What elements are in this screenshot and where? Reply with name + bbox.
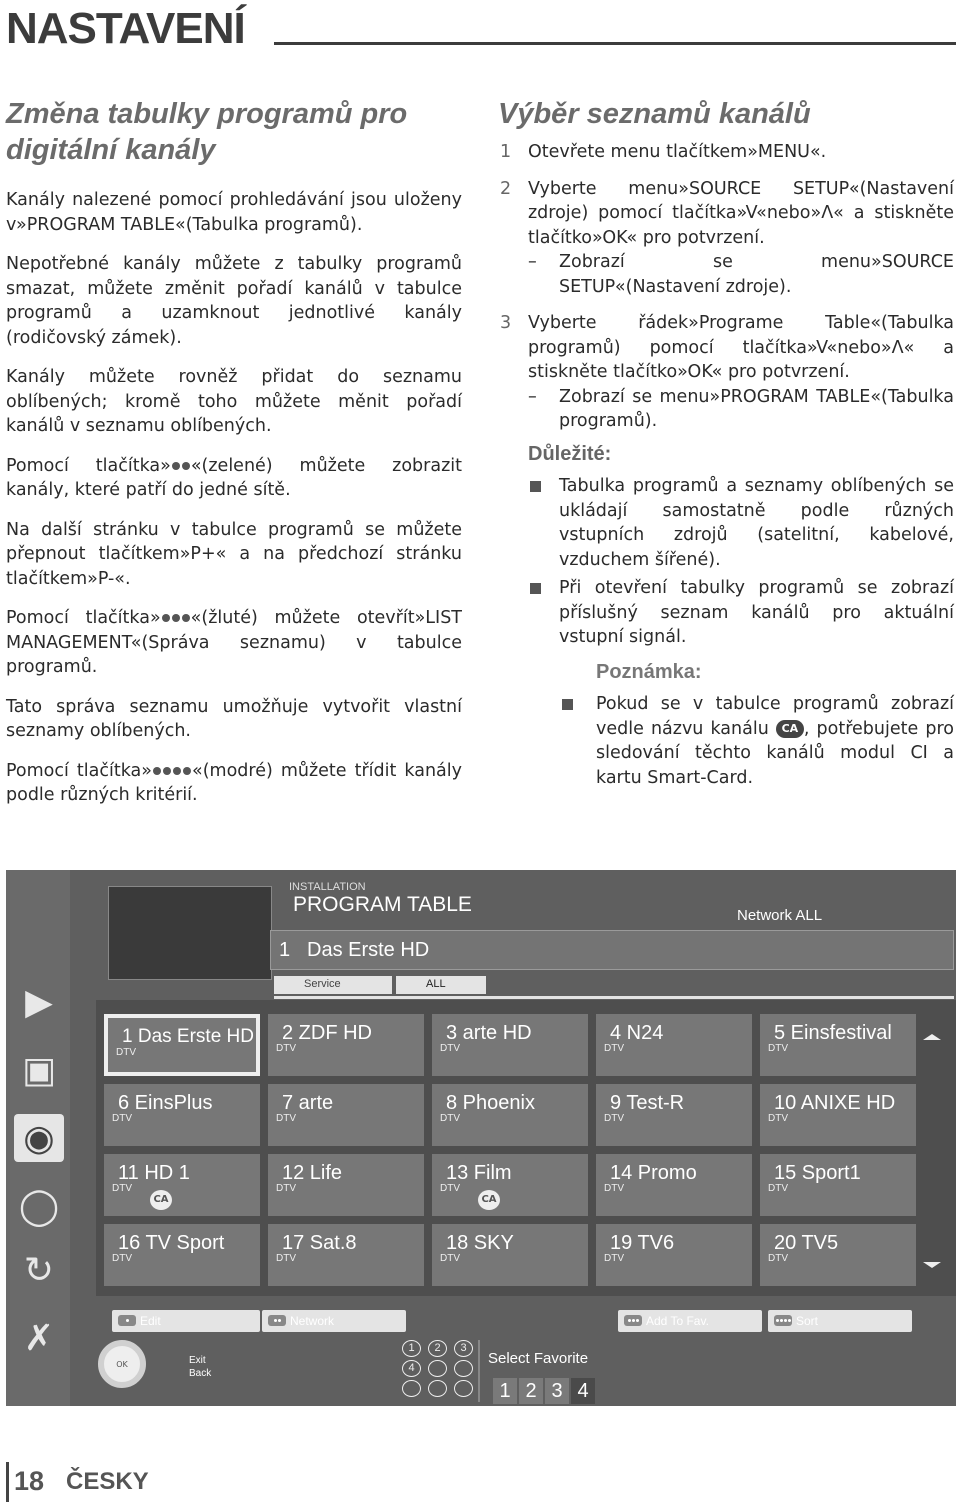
channel-cell[interactable] xyxy=(760,1224,916,1286)
fav-key-empty xyxy=(428,1380,447,1397)
channel-name: 13 Film xyxy=(446,1162,512,1184)
fav-key-empty xyxy=(402,1380,421,1397)
step-1 xyxy=(498,140,954,165)
channel-type: DTV xyxy=(768,1253,788,1264)
ca-icon: CA xyxy=(150,1190,172,1210)
fav-key-empty xyxy=(428,1360,447,1377)
channel-name: 9 Test-R xyxy=(610,1092,685,1114)
tv-screenshot xyxy=(6,870,956,1406)
tv-menu-subtitle: INSTALLATION xyxy=(289,881,366,893)
step-1-text: Otevřete menu tlačítkem»MENU«. xyxy=(528,142,827,162)
channel-cell[interactable] xyxy=(596,1014,752,1076)
current-channel-bar xyxy=(270,930,954,970)
important-bullet-2: Při otevření tabulky programů se zobrazí příslušný seznam kanálů pro aktuální vstupní signál. xyxy=(498,576,954,650)
fav-key-empty xyxy=(454,1380,473,1397)
channel-cell[interactable] xyxy=(432,1154,588,1216)
video-preview xyxy=(108,886,272,980)
edit-button[interactable]: Edit xyxy=(112,1310,260,1332)
channel-cell[interactable] xyxy=(760,1014,916,1076)
red-key-icon xyxy=(118,1315,136,1326)
channel-type: DTV xyxy=(276,1183,296,1194)
bullet-square-icon xyxy=(530,583,541,594)
channel-cell[interactable] xyxy=(596,1154,752,1216)
channel-type: DTV xyxy=(116,1047,136,1058)
left-column xyxy=(6,96,462,823)
channel-name: 17 Sat.8 xyxy=(282,1232,357,1254)
green-key-icon xyxy=(268,1315,286,1326)
channel-type: DTV xyxy=(768,1043,788,1054)
step-3-text: Vyberte řádek»Programe Table«(Tabulka programů) pomocí tlačítka»V«nebo»Λ« a stiskněte tlačítko»OK« pro potvrzení. xyxy=(528,313,954,382)
channel-cell[interactable] xyxy=(104,1154,260,1216)
channel-cell[interactable] xyxy=(104,1084,260,1146)
channel-cell[interactable] xyxy=(268,1014,424,1076)
channel-name: 18 SKY xyxy=(446,1232,514,1254)
channel-type: DTV xyxy=(604,1183,624,1194)
exit-back-hint: Exit Back xyxy=(189,1355,212,1379)
divider xyxy=(478,1340,480,1402)
channel-name: 16 TV Sport xyxy=(118,1232,225,1254)
fav-key-1[interactable]: 1 xyxy=(402,1340,421,1357)
channel-name: 3 arte HD xyxy=(446,1022,532,1044)
channel-type: DTV xyxy=(440,1113,460,1124)
channel-cell[interactable] xyxy=(104,1014,260,1076)
ear-icon[interactable]: ↻ xyxy=(23,1249,55,1291)
paragraph-1: Kanály nalezené pomocí prohledávání jsou uloženy v»PROGRAM TABLE«(Tabulka programů). xyxy=(6,190,462,235)
yellow-key-icon xyxy=(624,1315,642,1326)
step-3 xyxy=(498,311,954,385)
channel-type: DTV xyxy=(768,1113,788,1124)
channel-cell[interactable] xyxy=(268,1084,424,1146)
channel-cell[interactable] xyxy=(760,1154,916,1216)
channel-cell[interactable] xyxy=(760,1084,916,1146)
tab-underline xyxy=(274,996,954,999)
ca-icon: CA xyxy=(478,1190,500,1210)
channel-name: 7 arte xyxy=(282,1092,334,1114)
page-header xyxy=(6,4,956,54)
channel-name: 8 Phoenix xyxy=(446,1092,535,1114)
network-filter-label: Network ALL xyxy=(737,907,823,924)
source-icon[interactable]: ▣ xyxy=(21,1049,56,1091)
tv-menu-title: PROGRAM TABLE xyxy=(293,893,472,916)
channel-name: 15 Sport1 xyxy=(774,1162,861,1184)
channel-cell[interactable] xyxy=(596,1224,752,1286)
fav-list-tab-2[interactable]: 2 xyxy=(519,1378,543,1404)
channel-name: 14 Promo xyxy=(610,1162,697,1184)
fav-key-2[interactable]: 2 xyxy=(428,1340,447,1357)
channel-name: 11 HD 1 xyxy=(118,1162,190,1184)
channel-name: 10 ANIXE HD xyxy=(774,1092,896,1114)
step-2-result: – Zobrazí se menu»SOURCE SETUP«(Nastavení zdroje). xyxy=(528,252,954,297)
channel-type: DTV xyxy=(604,1113,624,1124)
channel-cell[interactable] xyxy=(268,1224,424,1286)
current-channel-number: 1 xyxy=(279,939,291,961)
channel-type: DTV xyxy=(276,1253,296,1264)
right-column xyxy=(498,96,954,790)
paragraph-3: Kanály můžete rovněž přidat do seznamu oblíbených; kromě toho můžete měnit pořadí kanálů v seznamu oblíbených. xyxy=(6,367,462,436)
paragraph-5: Na další stránku v tabulce programů se můžete přepnout tlačítkem»P+« a na předchozí stránku tlačítkem»P-«. xyxy=(6,519,462,589)
channel-cell[interactable] xyxy=(268,1154,424,1216)
channel-type: DTV xyxy=(276,1043,296,1054)
step-3-number: 3 xyxy=(500,313,512,333)
eye-icon[interactable]: ◯ xyxy=(18,1185,60,1227)
channel-cell[interactable] xyxy=(432,1224,588,1286)
channel-name: 2 ZDF HD xyxy=(282,1022,372,1044)
scroll-up-icon[interactable] xyxy=(923,1034,941,1040)
step-3-result: – Zobrazí se menu»PROGRAM TABLE«(Tabulka programů). xyxy=(528,386,954,431)
fav-list-tab-1[interactable]: 1 xyxy=(493,1378,517,1404)
channel-name: 4 N24 xyxy=(610,1022,664,1044)
paragraph-8: Pomocí tlačítka» «(modré) můžete třídit kanály podle různých kritérií. xyxy=(6,760,462,805)
paragraph-7: Tato správa seznamu umožňuje vytvořit vlastní seznamy oblíbených. xyxy=(6,696,462,741)
select-favorite-label: Select Favorite xyxy=(488,1350,589,1367)
blue-key-icon xyxy=(774,1315,792,1326)
channel-type: DTV xyxy=(768,1183,788,1194)
tv-sidebar xyxy=(6,870,70,1406)
channel-name: 1 Das Erste HD xyxy=(122,1026,254,1047)
bullet-square-icon xyxy=(530,481,541,492)
right-heading: Výběr seznamů kanálů xyxy=(498,98,811,130)
left-heading: Změna tabulky programů pro digitální kanály xyxy=(6,98,408,166)
paragraph-6: Pomocí tlačítka» «(žluté) můžete otevřít»LIST MANAGEMENT«(Správa seznamu) v tabulce programů. xyxy=(6,608,462,677)
add-to-fav-button[interactable]: Add To Fav. xyxy=(618,1310,762,1332)
network-button[interactable]: Network xyxy=(262,1310,406,1332)
channel-type: DTV xyxy=(440,1183,460,1194)
channel-grid xyxy=(96,1000,956,1296)
step-2-number: 2 xyxy=(500,178,512,199)
channel-type: DTV xyxy=(112,1253,132,1264)
channel-name: 6 EinsPlus xyxy=(118,1092,213,1114)
paragraph-4: Pomocí tlačítka» «(zelené) můžete zobrazit kanály, které patří do jedné sítě. xyxy=(6,455,462,500)
channel-type: DTV xyxy=(440,1043,460,1054)
channel-name: 19 TV6 xyxy=(610,1232,675,1254)
favorite-keys xyxy=(402,1340,476,1398)
tab-all[interactable]: ALL xyxy=(396,976,486,994)
bullet-square-icon xyxy=(562,699,573,710)
channel-type: DTV xyxy=(276,1113,296,1124)
scroll-down-icon[interactable] xyxy=(923,1262,941,1268)
ok-navigation-icon[interactable]: OK xyxy=(98,1340,146,1388)
channel-cell[interactable] xyxy=(432,1014,588,1076)
fav-key-empty xyxy=(454,1360,473,1377)
page-footer xyxy=(6,1462,306,1502)
ca-icon: CA xyxy=(776,720,804,738)
footer-bar xyxy=(6,1462,9,1502)
tab-service[interactable]: Service xyxy=(274,976,392,994)
media-play-icon[interactable]: ▶ xyxy=(25,981,53,1023)
language-label: ČESKY xyxy=(66,1468,149,1495)
channel-cell[interactable] xyxy=(432,1084,588,1146)
important-heading: Důležité: xyxy=(528,442,612,465)
page-title: NASTAVENÍ xyxy=(6,4,245,53)
channel-name: 5 Einsfestival xyxy=(774,1022,892,1044)
step-2 xyxy=(498,177,954,251)
installation-icon[interactable]: ◉ xyxy=(14,1114,64,1162)
note-bullet: Pokud se v tabulce programů zobrazí vedle názvu kanálu CA , potřebujete pro sledování těchto kanálů modul CI a kartu Smart-Card. xyxy=(498,692,954,790)
channel-name: 12 Life xyxy=(282,1162,343,1184)
channel-type: DTV xyxy=(112,1183,132,1194)
important-bullet-1: Tabulka programů a seznamy oblíbených se ukládají samostatně podle různých vstupních zdrojů (satelitní, kabelové, vzduchem šířené). xyxy=(498,474,954,572)
current-channel-name: Das Erste HD xyxy=(307,939,430,961)
fav-key-4[interactable]: 4 xyxy=(402,1360,421,1377)
channel-type: DTV xyxy=(112,1113,132,1124)
paragraph-2: Nepotřebné kanály můžete z tabulky programů smazat, můžete změnit pořadí kanálů v tabulce programů a uzamknout jednotlivé kanály (rodičovský zámek). xyxy=(6,254,462,348)
tools-icon[interactable]: ✗ xyxy=(23,1317,55,1359)
page-number: 18 xyxy=(14,1466,45,1496)
channel-cell[interactable] xyxy=(596,1084,752,1146)
channel-type: DTV xyxy=(440,1253,460,1264)
filter-tabs xyxy=(274,976,954,998)
fav-key-3[interactable]: 3 xyxy=(454,1340,473,1357)
note-heading: Poznámka: xyxy=(596,660,702,683)
header-rule xyxy=(274,42,956,45)
channel-cell[interactable] xyxy=(104,1224,260,1286)
channel-type: DTV xyxy=(604,1253,624,1264)
step-2-text: Vyberte menu»SOURCE SETUP«(Nastavení zdroje) pomocí tlačítka»V«nebo»Λ« a stiskněte tlačítko»OK« pro potvrzení. xyxy=(528,178,954,248)
channel-type: DTV xyxy=(604,1043,624,1054)
step-1-number: 1 xyxy=(500,142,512,162)
fav-list-tab-3[interactable]: 3 xyxy=(545,1378,569,1404)
sort-button[interactable]: Sort xyxy=(768,1310,912,1332)
channel-name: 20 TV5 xyxy=(774,1232,839,1254)
fav-list-tab-4[interactable]: 4 xyxy=(571,1378,595,1404)
